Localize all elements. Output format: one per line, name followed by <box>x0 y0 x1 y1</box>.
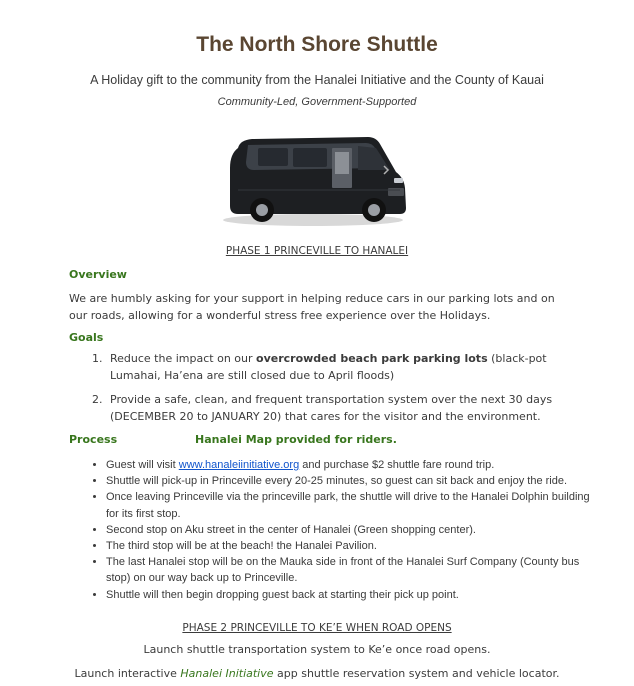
page-title: The North Shore Shuttle <box>196 33 438 56</box>
phase2-line-1: Launch shuttle transportation system to Ke’e once road opens. <box>143 643 491 656</box>
hanalei-initiative-app-name: Hanalei Initiative <box>180 667 274 680</box>
goals-list <box>69 350 596 432</box>
list-item-text: Guest will visit <box>106 459 179 471</box>
page-tagline: Community-Led, Government-Supported <box>217 96 417 108</box>
list-item-text: Once leaving Princeville via the princeville park, the shuttle will drive to the Hanalei Dolphin building for its first stop. <box>106 491 590 520</box>
process-steps-list <box>69 457 596 603</box>
list-item-text: Shuttle will then begin dropping guest back at starting their pick up point. <box>106 588 459 601</box>
phase2-line-2-text: app shuttle reservation system and vehicle locator. <box>273 667 560 680</box>
goal-item <box>106 350 596 384</box>
list-item-text: and purchase $2 shuttle fare round trip. <box>299 459 495 471</box>
overview-heading: Overview <box>69 268 127 281</box>
list-item <box>106 457 596 473</box>
goals-heading: Goals <box>69 331 104 344</box>
list-item <box>106 473 596 489</box>
phase1-heading: PHASE 1 PRINCEVILLE TO HANALEI <box>225 245 409 257</box>
hanalei-initiative-link[interactable]: www.hanaleiinitiative.org <box>178 459 300 471</box>
goal-text: Reduce the impact on our <box>110 352 257 365</box>
goal-text: Provide a safe, clean, and frequent transportation system over the next 30 days (DECEMBER 20 to JANUARY 20) that cares for the visitor and the environment. <box>110 393 553 423</box>
list-item <box>106 522 596 538</box>
shuttle-van-image <box>218 128 414 228</box>
goal-text: (black-pot Lumahai, Ha’ena are still closed due to April floods) <box>110 352 547 382</box>
list-item <box>106 587 596 603</box>
list-item-text: The last Hanalei stop will be on the Mauka side in front of the Hanalei Surf Company (County bus stop) on our way back up to Princeville. <box>106 556 580 585</box>
list-item <box>106 489 596 521</box>
phase2-line-2 <box>0 667 634 680</box>
page-subtitle: A Holiday gift to the community from the Hanalei Initiative and the County of Kauai <box>90 73 544 87</box>
list-item <box>106 538 596 554</box>
list-item-text: Shuttle will pick-up in Princeville every 20-25 minutes, so guest can sit back and enjoy the ride. <box>106 475 568 488</box>
goal-bold-text: overcrowded beach park parking lots <box>256 352 488 365</box>
goal-item <box>106 391 596 425</box>
overview-text: We are humbly asking for your support in helping reduce cars in our parking lots and on our roads, allowing for a wonderful stress free experience over the Holidays. <box>69 292 555 322</box>
process-heading: Process <box>69 433 118 446</box>
phase2-line-2-text: Launch interactive <box>74 667 181 680</box>
list-item <box>106 554 596 586</box>
process-map-note: Hanalei Map provided for riders. <box>195 433 397 446</box>
list-item-text: Second stop on Aku street in the center of Hanalei (Green shopping center). <box>106 523 476 536</box>
phase2-heading: PHASE 2 PRINCEVILLE TO KE’E WHEN ROAD OPENS <box>182 622 452 634</box>
list-item-text: The third stop will be at the beach! the Hanalei Pavilion. <box>106 540 377 553</box>
